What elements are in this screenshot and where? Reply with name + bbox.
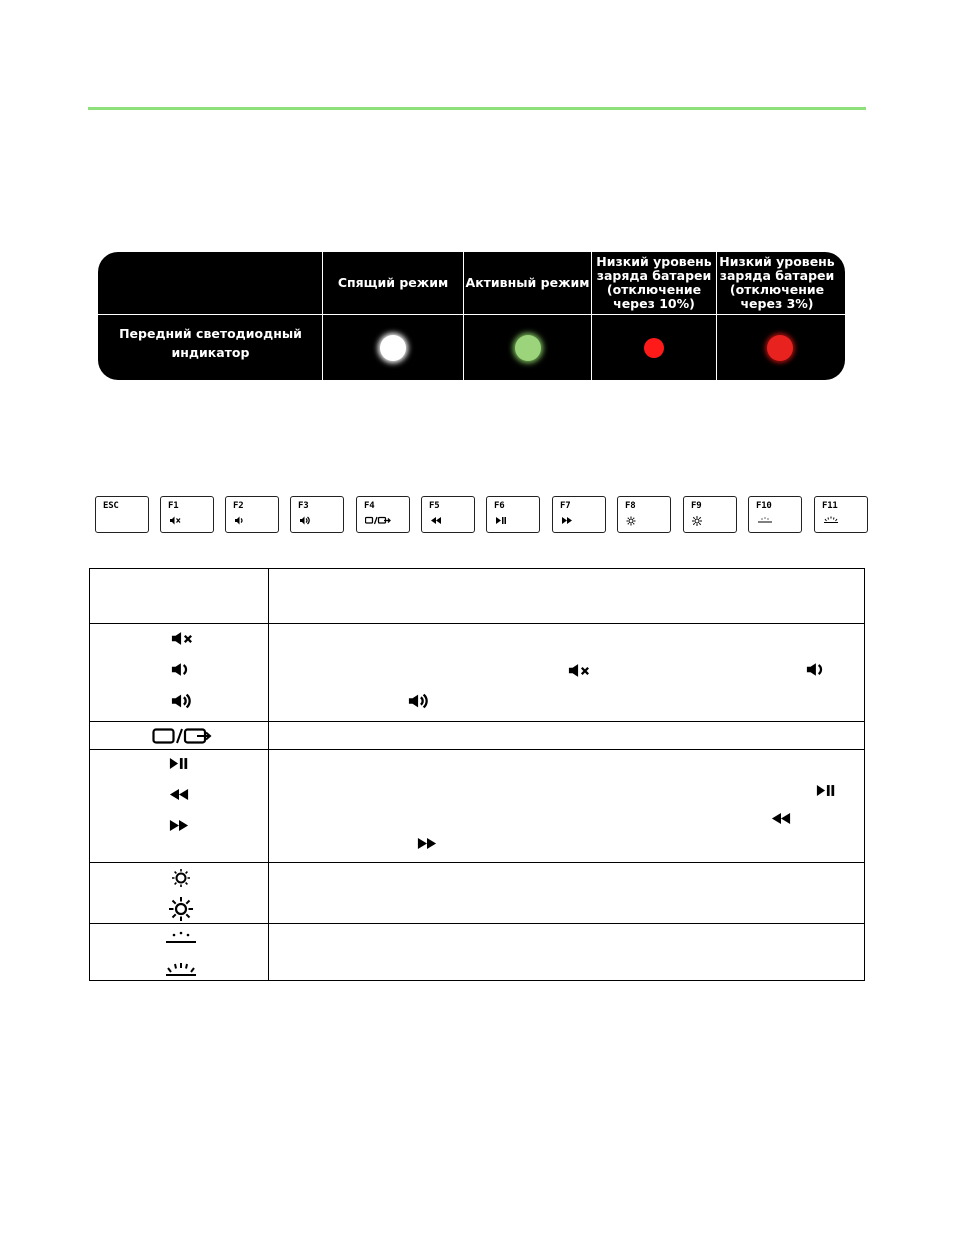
key-f5[interactable] <box>421 496 475 533</box>
function-keys-table <box>89 568 865 981</box>
header-low-battery-3: Низкий уровень заряда батареи (отключение через 3%) <box>719 254 835 311</box>
brightness-up-icon <box>692 516 702 526</box>
key-label: F9 <box>691 501 702 511</box>
mute-icon <box>169 516 181 525</box>
table-divider <box>90 749 864 750</box>
volume-down-icon <box>806 662 824 677</box>
led-indicator-red-glow <box>767 335 793 361</box>
led-indicator-white <box>380 335 406 361</box>
rewind-icon <box>771 812 791 825</box>
key-f1[interactable] <box>160 496 214 533</box>
volume-up-icon <box>171 693 193 709</box>
key-label: F11 <box>822 501 838 511</box>
screen-switch-icon <box>365 516 391 525</box>
backlight-down-icon <box>165 930 197 944</box>
play-pause-icon <box>169 757 189 770</box>
indicator-cell <box>592 315 716 380</box>
key-f10[interactable] <box>748 496 802 533</box>
key-f7[interactable] <box>552 496 606 533</box>
key-label: F10 <box>756 501 772 511</box>
key-label: F3 <box>298 501 309 511</box>
volume-down-icon <box>171 662 189 677</box>
key-f4[interactable] <box>356 496 410 533</box>
key-esc[interactable] <box>95 496 149 533</box>
brightness-down-icon <box>626 516 636 526</box>
header-rule <box>88 107 866 110</box>
key-f6[interactable] <box>486 496 540 533</box>
volume-up-icon <box>408 693 430 709</box>
key-label: ESC <box>103 501 119 511</box>
key-label: F2 <box>233 501 244 511</box>
key-f3[interactable] <box>290 496 344 533</box>
key-f9[interactable] <box>683 496 737 533</box>
table-divider <box>90 721 864 722</box>
header-active-mode: Активный режим <box>465 275 590 290</box>
key-label: F7 <box>560 501 571 511</box>
key-label: F6 <box>494 501 505 511</box>
led-indicator-green <box>515 335 541 361</box>
fast-forward-icon <box>417 837 437 850</box>
indicator-cell <box>323 315 463 380</box>
volume-down-icon <box>234 516 246 525</box>
table-divider <box>90 623 864 624</box>
led-indicator-red <box>644 338 664 358</box>
header-sleep-mode: Спящий режим <box>337 275 449 290</box>
mute-icon <box>568 663 590 678</box>
key-label: F5 <box>429 501 440 511</box>
header-low-battery-10: Низкий уровень заряда батареи (отключение через 10%) <box>596 254 712 311</box>
key-label: F8 <box>625 501 636 511</box>
key-label: F1 <box>168 501 179 511</box>
key-label: F4 <box>364 501 375 511</box>
mute-icon <box>171 631 193 646</box>
backlight-up-icon <box>823 516 839 524</box>
volume-up-icon <box>299 516 311 525</box>
key-f8[interactable] <box>617 496 671 533</box>
brightness-up-icon <box>169 897 193 921</box>
indicator-cell <box>464 315 591 380</box>
play-pause-icon <box>495 516 507 525</box>
brightness-down-icon <box>171 868 191 888</box>
backlight-down-icon <box>757 516 773 524</box>
table-divider <box>90 862 864 863</box>
screen-switch-icon <box>152 728 212 744</box>
table-divider <box>268 569 269 980</box>
rewind-icon <box>430 516 442 525</box>
key-f11[interactable] <box>814 496 868 533</box>
key-f2[interactable] <box>225 496 279 533</box>
play-pause-icon <box>816 784 836 797</box>
led-status-table <box>98 252 845 380</box>
rewind-icon <box>169 788 189 801</box>
backlight-up-icon <box>165 961 197 977</box>
row-label-front-led: Передний светодиодный индикатор <box>119 325 302 360</box>
table-divider <box>90 923 864 924</box>
fast-forward-icon <box>169 819 189 832</box>
indicator-cell <box>717 315 843 380</box>
fast-forward-icon <box>561 516 573 525</box>
